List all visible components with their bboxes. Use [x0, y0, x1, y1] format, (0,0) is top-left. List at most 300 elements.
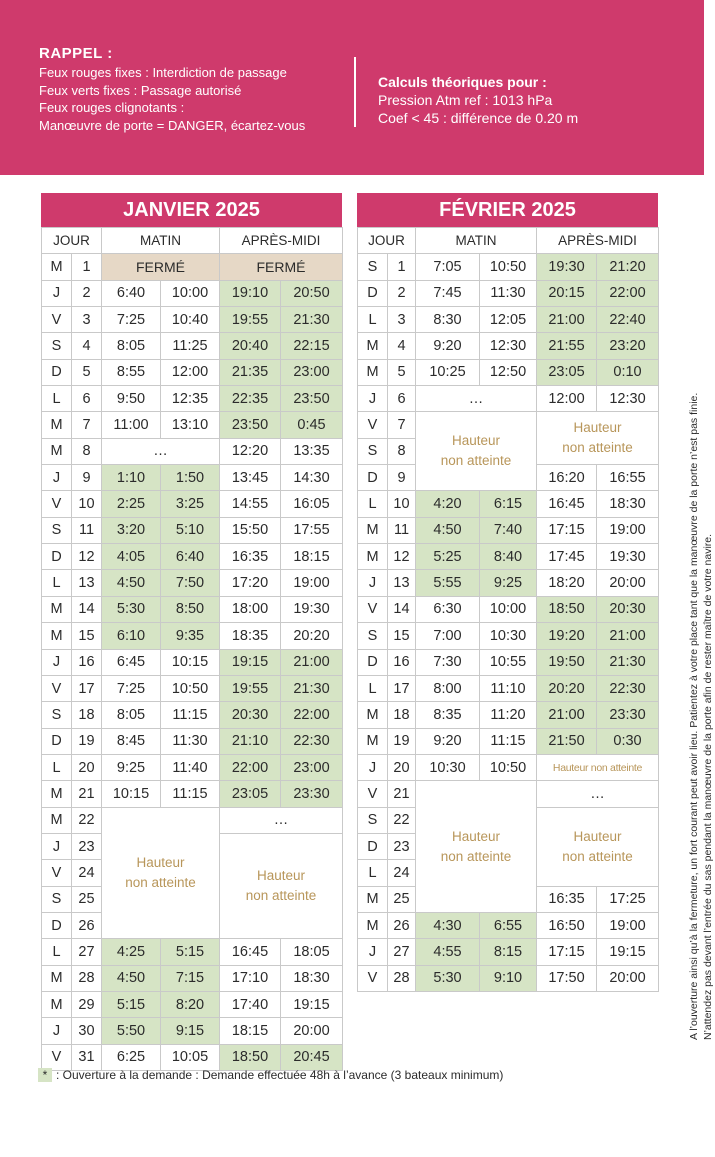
time-cell: 7:50 [161, 570, 220, 596]
date-cell: 24 [388, 860, 416, 886]
time-cell: 16:05 [281, 491, 343, 517]
weekday-cell: M [42, 991, 72, 1017]
time-cell: 19:15 [597, 939, 659, 965]
height-not-reached-cell [416, 781, 537, 913]
dots-cell: … [220, 807, 343, 833]
time-cell: 5:15 [161, 939, 220, 965]
time-cell: 5:15 [102, 991, 161, 1017]
col-header-matin: MATIN [102, 228, 220, 254]
date-cell: 30 [72, 1018, 102, 1044]
date-cell: 15 [72, 623, 102, 649]
time-cell: 16:55 [597, 465, 659, 491]
time-cell: 4:25 [102, 939, 161, 965]
weekday-cell: M [42, 438, 72, 464]
time-cell: 17:10 [220, 965, 281, 991]
time-cell: 0:45 [281, 412, 343, 438]
time-cell: 10:50 [161, 675, 220, 701]
height-not-reached-line: non atteinte [440, 453, 512, 469]
height-not-reached-cell: Hauteur non atteinte [537, 754, 659, 780]
weekday-cell: M [358, 728, 388, 754]
date-cell: 4 [388, 333, 416, 359]
time-cell: 20:20 [537, 675, 597, 701]
time-cell: 21:30 [597, 649, 659, 675]
time-cell: 6:30 [416, 596, 480, 622]
table-row [358, 570, 659, 596]
time-cell: 19:00 [281, 570, 343, 596]
time-cell: 8:40 [480, 544, 537, 570]
time-cell: 18:20 [537, 570, 597, 596]
date-cell: 20 [72, 754, 102, 780]
time-cell: 18:35 [220, 623, 281, 649]
height-not-reached-cell [220, 833, 343, 938]
time-cell: 21:30 [281, 307, 343, 333]
time-cell: 13:45 [220, 465, 281, 491]
time-cell: 20:00 [597, 965, 659, 991]
table-row [42, 570, 343, 596]
date-cell: 25 [388, 886, 416, 912]
height-not-reached-line: Hauteur [573, 828, 622, 844]
time-cell: 20:30 [597, 596, 659, 622]
weekday-cell: M [42, 254, 72, 280]
time-cell: 16:50 [537, 912, 597, 938]
time-cell: 7:05 [416, 254, 480, 280]
side-note-line: N’attendez pas devant l’entrée du sas pendant la manœuvre de la porte afin de rester maître de votre navire. [702, 533, 714, 1040]
time-cell: 7:15 [161, 965, 220, 991]
time-cell: 22:30 [597, 675, 659, 701]
weekday-cell: V [42, 860, 72, 886]
time-cell: 5:30 [416, 965, 480, 991]
time-cell: 2:25 [102, 491, 161, 517]
time-cell: 19:20 [537, 623, 597, 649]
date-cell: 17 [388, 675, 416, 701]
table-row [358, 649, 659, 675]
time-cell: 22:40 [597, 307, 659, 333]
table-row [358, 675, 659, 701]
weekday-cell: D [358, 649, 388, 675]
time-cell: 13:35 [281, 438, 343, 464]
date-cell: 11 [72, 517, 102, 543]
time-cell: 10:00 [161, 280, 220, 306]
weekday-cell: D [358, 465, 388, 491]
time-cell: 21:55 [537, 333, 597, 359]
table-header-row [358, 228, 659, 254]
time-cell: 22:00 [597, 280, 659, 306]
time-cell: 9:25 [480, 570, 537, 596]
time-cell: 21:00 [537, 307, 597, 333]
date-cell: 23 [388, 833, 416, 859]
weekday-cell: D [358, 280, 388, 306]
time-cell: 22:15 [281, 333, 343, 359]
table-row [42, 781, 343, 807]
table-row [358, 912, 659, 938]
table-row [358, 254, 659, 280]
weekday-cell: M [42, 623, 72, 649]
date-cell: 21 [72, 781, 102, 807]
date-cell: 2 [72, 280, 102, 306]
calculs-line: Pression Atm ref : 1013 hPa [378, 92, 553, 108]
time-cell: 10:15 [161, 649, 220, 675]
time-cell: 21:00 [597, 623, 659, 649]
weekday-cell: L [42, 939, 72, 965]
weekday-cell: L [358, 491, 388, 517]
time-cell: 17:45 [537, 544, 597, 570]
table-row [358, 359, 659, 385]
table-row [42, 438, 343, 464]
table-row [42, 965, 343, 991]
height-not-reached-line: Hauteur [136, 854, 185, 870]
dots-cell: … [102, 438, 220, 464]
height-not-reached-line: Hauteur [256, 868, 306, 884]
time-cell: 11:40 [161, 754, 220, 780]
date-cell: 8 [72, 438, 102, 464]
weekday-cell: L [358, 675, 388, 701]
table-row [42, 465, 343, 491]
time-cell: 18:15 [220, 1018, 281, 1044]
table-row [358, 280, 659, 306]
date-cell: 13 [72, 570, 102, 596]
weekday-cell: V [42, 491, 72, 517]
footnote [38, 1068, 503, 1082]
time-cell: 5:50 [102, 1018, 161, 1044]
weekday-cell: L [42, 386, 72, 412]
weekday-cell: V [358, 412, 388, 438]
time-cell: 18:05 [281, 939, 343, 965]
time-cell: 18:30 [597, 491, 659, 517]
date-cell: 29 [72, 991, 102, 1017]
table-row [42, 939, 343, 965]
time-cell: 6:15 [480, 491, 537, 517]
time-cell: 7:45 [416, 280, 480, 306]
weekday-cell: J [42, 833, 72, 859]
side-note-line: A l’ouverture ainsi qu’à la fermeture, un fort courant peut avoir lieu. Patientez à votre place tant que la manœuvre de la porte n’est pas finie. [688, 392, 700, 1040]
time-cell: 20:00 [597, 570, 659, 596]
time-cell: 11:00 [102, 412, 161, 438]
col-header-jour: JOUR [42, 228, 102, 254]
time-cell: 12:00 [161, 359, 220, 385]
time-cell: 19:30 [597, 544, 659, 570]
time-cell: 15:50 [220, 517, 281, 543]
rappel-line: Feux rouges fixes : Interdiction de passage [39, 65, 287, 80]
table-row [42, 754, 343, 780]
col-header-matin: MATIN [416, 228, 537, 254]
time-cell: 5:10 [161, 517, 220, 543]
date-cell: 6 [72, 386, 102, 412]
time-cell: 14:30 [281, 465, 343, 491]
height-not-reached-line: non atteinte [245, 888, 317, 904]
time-cell: 21:00 [537, 702, 597, 728]
time-cell: 21:20 [597, 254, 659, 280]
weekday-cell: L [358, 860, 388, 886]
time-cell: 17:15 [537, 939, 597, 965]
time-cell: 11:30 [161, 728, 220, 754]
col-header-apres-midi: APRÈS-MIDI [220, 228, 343, 254]
time-cell: 10:05 [161, 1044, 220, 1070]
weekday-cell: M [42, 412, 72, 438]
table-row [358, 623, 659, 649]
date-cell: 1 [388, 254, 416, 280]
time-cell: 12:30 [480, 333, 537, 359]
rappel-title: RAPPEL : [39, 45, 113, 62]
time-cell: 21:30 [281, 675, 343, 701]
date-cell: 25 [72, 886, 102, 912]
weekday-cell: M [358, 517, 388, 543]
table-row [358, 754, 659, 780]
time-cell: 23:50 [220, 412, 281, 438]
time-cell: 10:25 [416, 359, 480, 385]
weekday-cell: J [358, 754, 388, 780]
weekday-cell: M [358, 333, 388, 359]
time-cell: 19:30 [281, 596, 343, 622]
date-cell: 3 [72, 307, 102, 333]
time-cell: 14:55 [220, 491, 281, 517]
table-row [42, 544, 343, 570]
weekday-cell: J [42, 280, 72, 306]
height-not-reached-line: non atteinte [125, 874, 196, 890]
date-cell: 27 [72, 939, 102, 965]
table-row [42, 412, 343, 438]
date-cell: 16 [388, 649, 416, 675]
time-cell: 3:25 [161, 491, 220, 517]
time-cell: 10:50 [480, 754, 537, 780]
time-cell: 19:30 [537, 254, 597, 280]
date-cell: 14 [388, 596, 416, 622]
date-cell: 5 [72, 359, 102, 385]
date-cell: 18 [72, 702, 102, 728]
weekday-cell: D [42, 359, 72, 385]
date-cell: 28 [72, 965, 102, 991]
time-cell: 8:45 [102, 728, 161, 754]
table-row [42, 1044, 343, 1070]
time-cell: 10:00 [480, 596, 537, 622]
header-banner [0, 0, 704, 175]
schedule-table-fevrier [357, 227, 659, 992]
time-cell: 20:15 [537, 280, 597, 306]
height-not-reached-cell [537, 412, 659, 465]
time-cell: 23:00 [281, 359, 343, 385]
table-row [358, 386, 659, 412]
time-cell: 9:15 [161, 1018, 220, 1044]
table-row [42, 517, 343, 543]
time-cell: 8:30 [416, 307, 480, 333]
month-title: JANVIER 2025 [41, 193, 342, 227]
weekday-cell: D [42, 544, 72, 570]
height-not-reached-cell [102, 807, 220, 939]
time-cell: 12:35 [161, 386, 220, 412]
time-cell: 9:20 [416, 728, 480, 754]
time-cell: 12:20 [220, 438, 281, 464]
date-cell: 20 [388, 754, 416, 780]
date-cell: 8 [388, 438, 416, 464]
time-cell: 16:35 [220, 544, 281, 570]
time-cell: 18:30 [281, 965, 343, 991]
time-cell: 4:20 [416, 491, 480, 517]
time-cell: 23:05 [220, 781, 281, 807]
date-cell: 9 [72, 465, 102, 491]
time-cell: 1:50 [161, 465, 220, 491]
time-cell: 0:30 [597, 728, 659, 754]
date-cell: 6 [388, 386, 416, 412]
time-cell: 5:55 [416, 570, 480, 596]
time-cell: 8:05 [102, 333, 161, 359]
time-cell: 23:00 [281, 754, 343, 780]
footnote-text: : Ouverture à la demande : Demande effectuée 48h à l’avance (3 bateaux minimum) [56, 1068, 504, 1082]
date-cell: 19 [72, 728, 102, 754]
date-cell: 21 [388, 781, 416, 807]
time-cell: 11:20 [480, 702, 537, 728]
rappel-line: Manœuvre de porte = DANGER, écartez-vous [39, 117, 306, 133]
header-divider [354, 57, 356, 127]
table-row [42, 1018, 343, 1044]
time-cell: 6:40 [102, 280, 161, 306]
time-cell: 20:50 [281, 280, 343, 306]
time-cell: 23:30 [597, 702, 659, 728]
time-cell: 18:00 [220, 596, 281, 622]
time-cell: 21:35 [220, 359, 281, 385]
date-cell: 26 [388, 912, 416, 938]
date-cell: 7 [388, 412, 416, 438]
time-cell: 21:50 [537, 728, 597, 754]
weekday-cell: J [358, 570, 388, 596]
time-cell: 22:00 [220, 754, 281, 780]
time-cell: 5:30 [102, 596, 161, 622]
weekday-cell: D [42, 728, 72, 754]
time-cell: 23:50 [281, 386, 343, 412]
time-cell: 4:05 [102, 544, 161, 570]
height-not-reached-line: Hauteur [573, 420, 622, 436]
schedule-table-janvier [41, 227, 343, 1071]
time-cell: 16:45 [220, 939, 281, 965]
date-cell: 12 [72, 544, 102, 570]
closed-cell: FERMÉ [220, 254, 343, 280]
table-row [42, 491, 343, 517]
weekday-cell: L [42, 570, 72, 596]
table-row [42, 359, 343, 385]
time-cell: 0:10 [597, 359, 659, 385]
weekday-cell: M [42, 781, 72, 807]
date-cell: 23 [72, 833, 102, 859]
time-cell: 11:30 [480, 280, 537, 306]
time-cell: 20:30 [220, 702, 281, 728]
dots-cell: … [416, 386, 537, 412]
table-row [358, 491, 659, 517]
time-cell: 8:35 [416, 702, 480, 728]
date-cell: 18 [388, 702, 416, 728]
date-cell: 15 [388, 623, 416, 649]
time-cell: 8:00 [416, 675, 480, 701]
weekday-cell: D [358, 833, 388, 859]
weekday-cell: S [42, 517, 72, 543]
date-cell: 22 [388, 807, 416, 833]
time-cell: 19:50 [537, 649, 597, 675]
time-cell: 18:50 [537, 596, 597, 622]
closed-cell: FERMÉ [102, 254, 220, 280]
time-cell: 11:15 [161, 702, 220, 728]
weekday-cell: J [42, 1018, 72, 1044]
table-row [358, 965, 659, 991]
weekday-cell: L [42, 754, 72, 780]
weekday-cell: S [358, 623, 388, 649]
weekday-cell: M [358, 702, 388, 728]
date-cell: 2 [388, 280, 416, 306]
date-cell: 26 [72, 912, 102, 938]
time-cell: 9:35 [161, 623, 220, 649]
date-cell: 7 [72, 412, 102, 438]
weekday-cell: D [42, 912, 72, 938]
time-cell: 11:10 [480, 675, 537, 701]
time-cell: 17:25 [597, 886, 659, 912]
time-cell: 13:10 [161, 412, 220, 438]
time-cell: 20:45 [281, 1044, 343, 1070]
time-cell: 6:55 [480, 912, 537, 938]
calculs-title: Calculs théoriques pour : [378, 74, 547, 90]
weekday-cell: S [42, 886, 72, 912]
time-cell: 17:20 [220, 570, 281, 596]
weekday-cell: S [358, 438, 388, 464]
table-row [358, 412, 659, 438]
rappel-line: Feux verts fixes : Passage autorisé [39, 82, 242, 98]
time-cell: 16:35 [537, 886, 597, 912]
time-cell: 10:30 [480, 623, 537, 649]
weekday-cell: V [358, 965, 388, 991]
table-row [42, 596, 343, 622]
height-not-reached-line: non atteinte [562, 848, 633, 864]
weekday-cell: V [42, 1044, 72, 1070]
table-row [358, 781, 659, 807]
table-row [358, 728, 659, 754]
weekday-cell: M [358, 912, 388, 938]
time-cell: 19:15 [281, 991, 343, 1017]
rappel-block [39, 44, 305, 134]
time-cell: 20:40 [220, 333, 281, 359]
time-cell: 5:25 [416, 544, 480, 570]
weekday-cell: V [42, 675, 72, 701]
time-cell: 11:25 [161, 333, 220, 359]
month-title: FÉVRIER 2025 [357, 193, 658, 227]
date-cell: 24 [72, 860, 102, 886]
time-cell: 7:25 [102, 675, 161, 701]
time-cell: 4:30 [416, 912, 480, 938]
table-row [42, 254, 343, 280]
time-cell: 21:10 [220, 728, 281, 754]
on-demand-marker: * [38, 1068, 52, 1082]
weekday-cell: S [42, 702, 72, 728]
calculs-block [378, 73, 578, 127]
weekday-cell: M [358, 359, 388, 385]
time-cell: 18:50 [220, 1044, 281, 1070]
time-cell: 19:00 [597, 912, 659, 938]
time-cell: 4:50 [416, 517, 480, 543]
height-not-reached-line: non atteinte [440, 848, 512, 864]
time-cell: 10:50 [480, 254, 537, 280]
time-cell: 11:15 [480, 728, 537, 754]
time-cell: 17:40 [220, 991, 281, 1017]
time-cell: 3:20 [102, 517, 161, 543]
time-cell: 22:00 [281, 702, 343, 728]
time-cell: 23:30 [281, 781, 343, 807]
time-cell: 9:50 [102, 386, 161, 412]
table-row [42, 280, 343, 306]
table-row [358, 333, 659, 359]
time-cell: 12:00 [537, 386, 597, 412]
time-cell: 7:25 [102, 307, 161, 333]
table-header-row [42, 228, 343, 254]
height-not-reached-cell [416, 412, 537, 491]
time-cell: 10:55 [480, 649, 537, 675]
table-row [42, 386, 343, 412]
date-cell: 14 [72, 596, 102, 622]
date-cell: 3 [388, 307, 416, 333]
side-note [687, 360, 715, 1040]
